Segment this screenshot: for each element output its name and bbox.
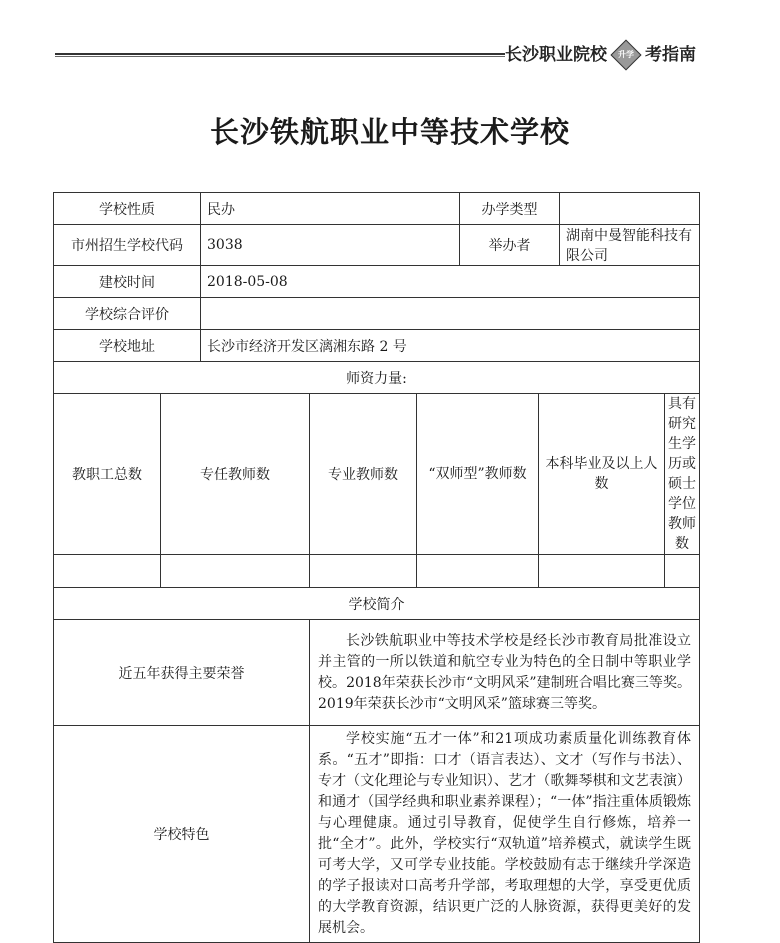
code-value: 3038 [201,225,460,266]
intro-heading: 学校简介 [54,588,700,620]
faculty-heading: 师资力量: [54,362,700,394]
founded-value: 2018-05-08 [201,266,700,298]
founded-label: 建校时间 [54,266,201,298]
header-left-text: 长沙职业院校 [505,45,607,65]
faculty-val-bachelor [539,555,665,588]
faculty-col-fulltime: 专任教师数 [161,394,310,555]
page-title: 长沙铁航职业中等技术学校 [209,115,570,149]
school-info-table [53,192,700,943]
faculty-val-dual [417,555,539,588]
nature-value: 民办 [201,193,460,225]
header-right-text: 考指南 [645,45,696,65]
faculty-col-professional: 专业教师数 [310,394,417,555]
features-label: 学校特色 [54,726,310,943]
sponsor-value: 湖南中曼智能科技有限公司 [560,225,700,266]
badge-text: 升学 [618,50,634,59]
sponsor-label: 举办者 [460,225,560,266]
nature-label: 学校性质 [54,193,201,225]
faculty-col-bachelor: 本科毕业及以上人数 [539,394,665,555]
header-rule [55,53,505,55]
features-text: 学校实施“五才一体”和21项成功素质量化训练教育体系。“五才”即指：口才（语言表达）、文才（写作与书法）、专才（文化理论与专业知识）、艺才（歌舞琴棋和文艺表演）和通才（国学经典和职业素养课程）；“一体”指注重体质锻炼与心理健康。通过引导教育，促使学生自行修炼，培养一批“全才”。此外，学校实行“双轨道”培养模式，就读学生既可考大学，又可学专业技能。学校鼓励有志于继续升学深造的学子报读对口高考升学部，考取理想的大学，享受更优质的大学教育资源，结识更广泛的人脉资源，获得更美好的发展机会。 [310,726,700,943]
faculty-val-total [54,555,161,588]
header-rule-thin [55,56,505,57]
faculty-val-fulltime [161,555,310,588]
honors-text: 长沙铁航职业中等技术学校是经长沙市教育局批准设立并主管的一所以铁道和航空专业为特色的全日制中等职业学校。2018年荣获长沙市“文明风采”建制班合唱比赛三等奖。2019年荣获长沙市“文明风采”篮球赛三等奖。 [310,620,700,726]
diamond-badge-icon [610,39,641,70]
faculty-col-dual: “双师型”教师数 [417,394,539,555]
guide-header [505,40,696,66]
eval-label: 学校综合评价 [54,298,201,330]
type-label: 办学类型 [460,193,560,225]
faculty-col-master: 具有研究生学历或硕士学位教师数 [665,394,700,555]
faculty-val-professional [310,555,417,588]
code-label: 市州招生学校代码 [54,225,201,266]
faculty-col-total: 教职工总数 [54,394,161,555]
honors-label: 近五年获得主要荣誉 [54,620,310,726]
eval-value [201,298,700,330]
address-value: 长沙市经济开发区漓湘东路 2 号 [201,330,700,362]
address-label: 学校地址 [54,330,201,362]
type-value [560,193,700,225]
faculty-val-master [665,555,700,588]
